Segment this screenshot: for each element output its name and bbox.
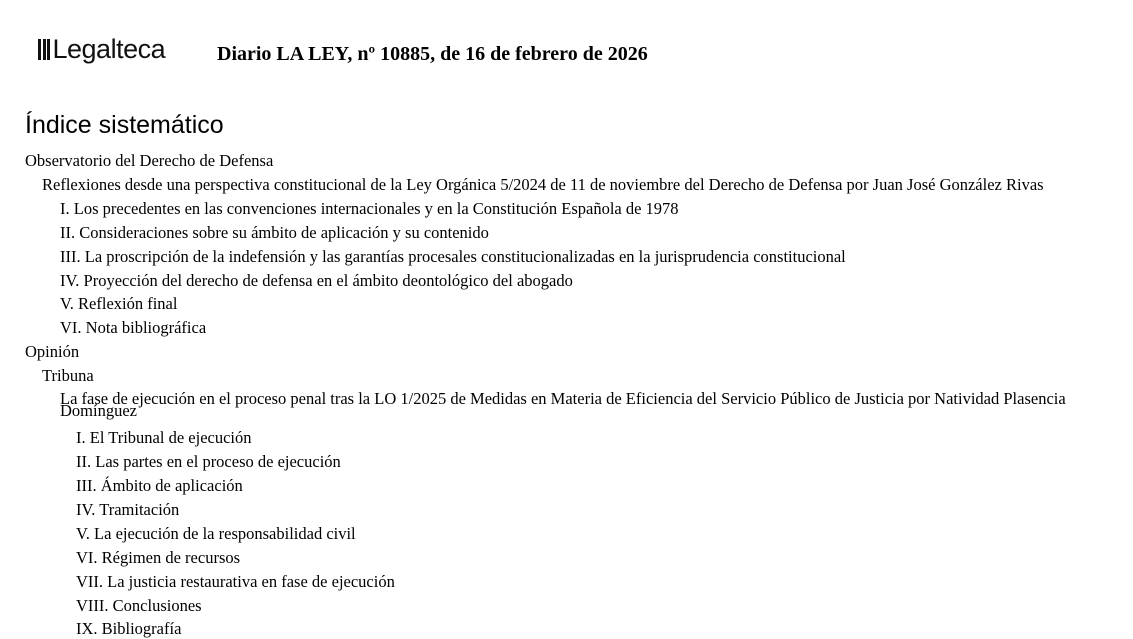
toc-item[interactable]: VIII. Conclusiones	[76, 596, 202, 615]
toc-item[interactable]: II. Consideraciones sobre su ámbito de aplicación y su contenido	[60, 223, 489, 242]
toc-item[interactable]: III. Ámbito de aplicación	[76, 476, 243, 495]
toc-item[interactable]: VI. Nota bibliográfica	[60, 318, 207, 337]
logo-bars-icon	[38, 36, 52, 67]
toc-section-opinion[interactable]: Opinión	[25, 342, 80, 361]
toc-article-reflexiones[interactable]: Reflexiones desde una perspectiva constitucional de la Ley Orgánica 5/2024 de 11 de noviembre del Derecho de Defensa por Juan José González Rivas	[42, 175, 1044, 194]
toc-item[interactable]: IV. Proyección del derecho de defensa en el ámbito deontológico del abogado	[60, 271, 573, 290]
toc-item[interactable]: IV. Tramitación	[76, 500, 180, 519]
toc-article-fase-ejecucion[interactable]: La fase de ejecución en el proceso penal tras la LO 1/2025 de Medidas en Materia de Eficiencia del Servicio Público de Justicia por Natividad Plasencia Domínguez	[60, 389, 1066, 420]
legalteca-logo[interactable]	[38, 34, 165, 67]
toc-item[interactable]: I. Los precedentes en las convenciones internacionales y en la Constitución Española de 1978	[60, 199, 679, 218]
logo-text: Legalteca	[52, 34, 166, 64]
toc-item[interactable]: II. Las partes en el proceso de ejecución	[76, 452, 341, 471]
toc-item[interactable]: III. La proscripción de la indefensión y las garantías procesales constitucionalizadas en la jurisprudencia constitucional	[60, 247, 846, 266]
journal-issue-title: Diario LA LEY, nº 10885, de 16 de febrero de 2026	[217, 43, 648, 65]
toc-section-observatorio[interactable]: Observatorio del Derecho de Defensa	[25, 151, 274, 170]
index-heading: Índice sistemático	[25, 111, 224, 139]
toc-item[interactable]: V. La ejecución de la responsabilidad civil	[76, 524, 356, 543]
toc-item[interactable]: VII. La justicia restaurativa en fase de ejecución	[76, 572, 395, 591]
toc-item[interactable]: I. El Tribunal de ejecución	[76, 428, 252, 447]
toc-subsection-tribuna[interactable]: Tribuna	[42, 366, 94, 385]
toc-item[interactable]: V. Reflexión final	[60, 294, 178, 313]
toc-item[interactable]: VI. Régimen de recursos	[76, 548, 241, 567]
toc-item[interactable]: IX. Bibliografía	[76, 619, 182, 638]
